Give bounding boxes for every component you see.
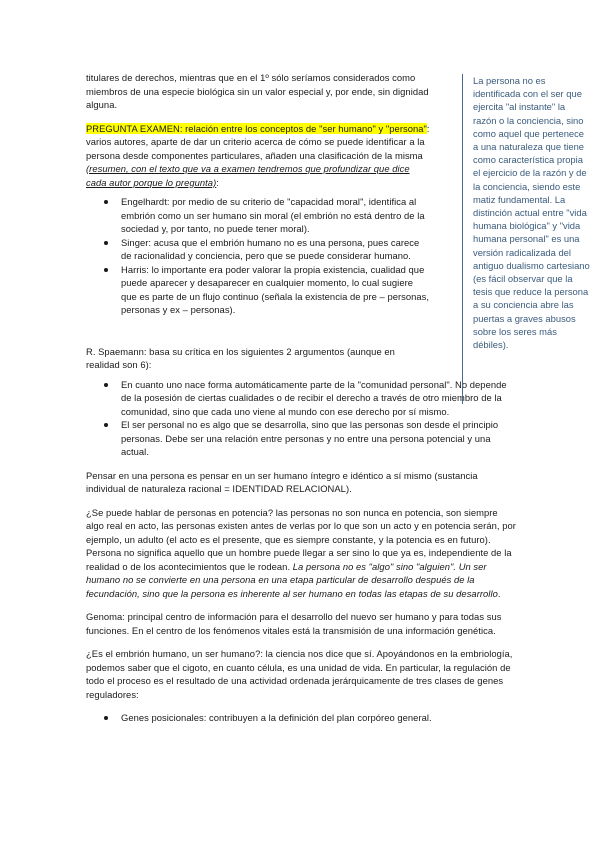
author-singer: Singer: acusa que el embrión humano no es una persona, pues carece de racionalidad y conciencia, pero que se puede considerar humano. [121, 236, 420, 261]
author-engelhardt: Engelhardt: por medio de su criterio de "capacidad moral", identifica al embrión como un ser humano sin moral (el embrión no está dentro de la sociedad y, por tanto, no puede tener moral). [121, 196, 425, 234]
embrion-paragraph: ¿Es el embrión humano, un ser humano?: la ciencia nos dice que sí. Apoyándonos en la embriología, podemos saber que el cigoto, en cuanto célula, es una unidad de vida. En particular, la regulación de todo el proceso es el resultado de una actividad ordenada jerárquicamente de tres clases de genes reguladores: [86, 648, 513, 700]
list-item [86, 263, 431, 317]
list-item [86, 195, 431, 236]
genes-posicionales: Genes posicionales: contribuyen a la definición del plan corpóreo general. [121, 712, 432, 723]
potencia-italic: La persona no es "algo" sino "alguien". Un ser humano no se convierte en una persona en una etapa particular de desarrollo después de la fecundación, sino que la persona es inherente al ser humano en todas las etapas de su desarrollo [86, 560, 498, 599]
authors-list [86, 195, 516, 317]
exam-question-heading: PREGUNTA EXAMEN: relación entre los conceptos de "ser humano" y "persona" [86, 122, 427, 134]
potencia-paragraph [86, 506, 516, 601]
author-harris: Harris: lo importante era poder valorar la propia existencia, cualidad que puede aparecer y desaparecer en cualquier momento, lo cual sugiere que es parte de un flujo continuo (señala la existencia de pre – personas, personas y ex – personas). [121, 263, 430, 315]
bullet-icon [104, 200, 108, 204]
potencia-end: . [497, 587, 501, 599]
bullet-icon [104, 383, 108, 387]
exam-colon: : [216, 176, 219, 188]
bullet-icon [104, 241, 108, 245]
spaemann-point-1: En cuanto uno nace forma automáticamente parte de la "comunidad personal". No depende de la posesión de ciertas cualidades o de recibir el derecho a través de otro miembro de la comunidad, sino que cada uno viene al mundo con ese derecho por sí mismo. [121, 378, 507, 417]
exam-note: (resumen, con el texto que va a examen tendremos que profundizar que dice cada autor porque lo pregunta) [86, 163, 410, 188]
spaemann-point-2: El ser personal no es algo que se desarrolla, sino que las personas son desde el principio personas. Debe ser una relación entre personas y no entre una persona potencial y una actual. [121, 419, 499, 457]
list-item [86, 418, 516, 459]
exam-question-text: : varios autores, aparte de dar un criterio acerca de cómo se puede identificar a la persona desde componentes particulares, añaden una clasificación de la misma [86, 122, 430, 161]
spaemann-list [86, 378, 516, 459]
exam-question-paragraph [86, 122, 431, 190]
main-column [86, 71, 516, 725]
list-item [86, 378, 516, 419]
intro-paragraph: titulares de derechos, mientras que en el 1º sólo seríamos considerados como miembros de una especie biológica sin un valor especial y, por ende, sin dignidad alguna. [86, 72, 429, 110]
genoma-paragraph: Genoma: principal centro de información para el desarrollo del nuevo ser humano y para todas sus funciones. En el centro de los fenómenos vitales está la transmisión de una información genética. [86, 611, 502, 636]
spaemann-intro: R. Spaemann: basa su crítica en los siguientes 2 argumentos (aunque en realidad son 6): [86, 345, 395, 370]
bullet-icon [104, 268, 108, 272]
pensar-paragraph: Pensar en una persona es pensar en un ser humano íntegro e idéntico a sí mismo (sustancia individual de naturaleza racional = IDENTIDAD RELACIONAL). [86, 469, 478, 494]
genes-list [86, 711, 516, 725]
list-item [86, 236, 431, 263]
potencia-text: ¿Se puede hablar de personas en potencia? las personas no son nunca en potencia, son siempre algo real en acto, las personas existen antes de verlas por lo que son un acto y en potencia serán, por ejemplo, un adulto (el acto es el presente, que es siempre constante, y la potencia es en futuro). Persona no significa aquello que un hombre puede llegar a ser sino lo que ya es, independiente de la realidad o de los acontecimientos que le rodean. [86, 506, 516, 572]
margin-note [462, 74, 590, 404]
bullet-icon [104, 716, 108, 720]
bullet-icon [104, 423, 108, 427]
margin-note-text: La persona no es identificada con el ser que ejercita "al instante" la razón o la conciencia, sino como aquel que pertenece a una naturaleza que tiene como característica propia el ejercicio de la razón y de la conciencia, siendo este matiz fundamental. La distinción actual entre "vida humana biológica" y "vida humana personal" es una versión radicalizada del antiguo dualismo cartesiano (es fácil observar que la tesis que reduce la persona a su conciencia abre las puertas a graves abusos sobre los seres más débiles). [473, 75, 590, 351]
list-item [86, 711, 516, 725]
